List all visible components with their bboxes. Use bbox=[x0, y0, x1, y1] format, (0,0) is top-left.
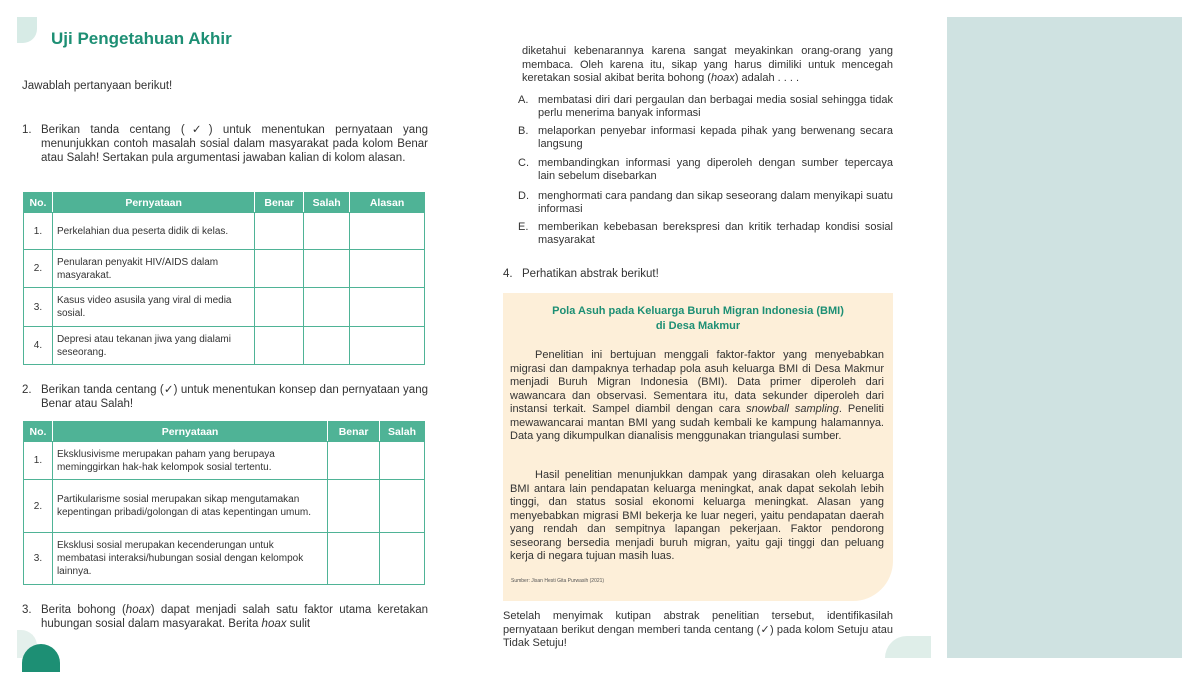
abstract-source: Sumber: Jisan Hesti Gita Purwasih (2021) bbox=[511, 578, 605, 584]
column-header: Alasan bbox=[350, 193, 425, 213]
row-number: 4. bbox=[24, 327, 53, 365]
column-header: No. bbox=[24, 193, 53, 213]
row-number: 3. bbox=[24, 533, 53, 585]
option-b[interactable] bbox=[518, 125, 893, 151]
question-text: Berita bohong (hoax) dapat menjadi salah satu faktor utama keretakan hubungan sosial dalam masyarakat. Berita hoax sulit bbox=[41, 604, 428, 630]
question-number: 4. bbox=[503, 268, 513, 280]
option-label: C. bbox=[518, 157, 529, 169]
table-row bbox=[24, 533, 425, 585]
column-header: Pernyataan bbox=[52, 193, 254, 213]
abstract-title: Pola Asuh pada Keluarga Buruh Migran Indonesia (BMI) di Desa Makmur bbox=[552, 305, 844, 332]
table-row bbox=[24, 480, 425, 533]
option-text: membandingkan informasi yang diperoleh dengan sumber tepercaya lain sebelum disebarkan bbox=[538, 157, 893, 182]
row-number: 1. bbox=[24, 442, 53, 480]
benar-cell[interactable] bbox=[328, 480, 380, 533]
salah-cell[interactable] bbox=[380, 480, 425, 533]
option-e[interactable] bbox=[518, 221, 893, 247]
row-statement: Perkelahian dua peserta didik di kelas. bbox=[52, 213, 254, 250]
option-text: melaporkan penyebar informasi kepada pihak yang berwenang secara langsung bbox=[538, 125, 893, 150]
table-q1 bbox=[23, 192, 425, 365]
side-panel bbox=[947, 17, 1182, 658]
salah-cell[interactable] bbox=[380, 533, 425, 585]
row-statement: Eksklusivisme merupakan paham yang berupaya meminggirkan hak-hak kelompok sosial tertentu. bbox=[52, 442, 327, 480]
option-c[interactable] bbox=[518, 157, 893, 183]
question-text: Berikan tanda centang (✓) untuk menentukan konsep dan pernyataan yang Benar atau Salah! bbox=[41, 384, 428, 410]
row-statement: Partikularisme sosial merupakan sikap mengutamakan kepentingan pribadi/golongan di atas kepentingan umum. bbox=[52, 480, 327, 533]
column-header: Pernyataan bbox=[52, 422, 327, 442]
option-label: D. bbox=[518, 190, 529, 202]
option-d[interactable] bbox=[518, 190, 893, 216]
column-header: Benar bbox=[255, 193, 304, 213]
column-header: Salah bbox=[304, 193, 350, 213]
salah-cell[interactable] bbox=[380, 442, 425, 480]
option-text: memberikan kebebasan berekspresi dan kritik terhadap kondisi sosial masyarakat bbox=[538, 221, 893, 246]
question-text: Perhatikan abstrak berikut! bbox=[522, 268, 659, 280]
alasan-cell[interactable] bbox=[350, 288, 425, 327]
benar-cell[interactable] bbox=[328, 533, 380, 585]
column-header: Benar bbox=[328, 422, 380, 442]
question-4-closing: Setelah menyimak kutipan abstrak penelitian tersebut, identifikasilah pernyataan berikut dengan memberi tanda centang (✓) pada kolom Setuju atau Tidak Setuju! bbox=[503, 610, 893, 649]
option-label: A. bbox=[518, 94, 529, 106]
row-statement: Kasus video asusila yang viral di media sosial. bbox=[52, 288, 254, 327]
benar-cell[interactable] bbox=[328, 442, 380, 480]
row-statement: Eksklusi sosial merupakan kecenderungan untuk membatasi interaksi/hubungan sosial dengan kelompok lainnya. bbox=[52, 533, 327, 585]
benar-cell[interactable] bbox=[255, 327, 304, 365]
option-a[interactable] bbox=[518, 94, 893, 120]
table-q2 bbox=[23, 421, 425, 585]
question-3 bbox=[22, 603, 428, 631]
question-number: 3. bbox=[22, 604, 32, 616]
question-text: Berikan tanda centang (✓) untuk menentukan pernyataan yang menunjukkan contoh masalah sosial dalam masyarakat pada kolom Benar atau Salah! Sertakan pula argumentasi jawaban kalian di kolom alasan. bbox=[41, 124, 428, 164]
salah-cell[interactable] bbox=[304, 213, 350, 250]
column-header: Salah bbox=[380, 422, 425, 442]
salah-cell[interactable] bbox=[304, 288, 350, 327]
abstract-paragraph-1: Penelitian ini bertujuan menggali faktor-faktor yang menyebabkan migrasi dan dampaknya terhadap pola asuh keluarga BMI di Desa Makmur menjadi Buruh Migran Indonesia (BMI). Data primer diperoleh dari wawancara dan observasi. Sementara itu, data sekunder diperoleh dari instansi terkait. Sampel diambil dengan cara snowball sampling. Peneliti mewawancarai mantan BMI yang sudah kembali ke kampung halamannya. Data yang dikumpulkan dianalisis menggunakan triangulasi sumber. bbox=[510, 349, 884, 442]
instruction-text: Jawablah pertanyaan berikut! bbox=[22, 80, 173, 92]
page-bottom-margin bbox=[0, 658, 1200, 675]
table-row bbox=[24, 288, 425, 327]
row-number: 2. bbox=[24, 250, 53, 288]
column-header: No. bbox=[24, 422, 53, 442]
salah-cell[interactable] bbox=[304, 327, 350, 365]
row-statement: Penularan penyakit HIV/AIDS dalam masyarakat. bbox=[52, 250, 254, 288]
question-2 bbox=[22, 383, 428, 411]
table-row bbox=[24, 213, 425, 250]
abstract-paragraph-2: Hasil penelitian menunjukkan dampak yang dirasakan oleh keluarga BMI antara lain pendapatan keluarga meningkat, anak dapat sekolah lebih tinggi, dan status sosial ekonomi keluarga meningkat. Alasan yang menyebabkan migrasi BMI bekerja ke luar negeri, yaitu pendapatan daerah yang rendah dan sempitnya lapangan pekerjaan. Faktor pendorong seseorang bersedia menjadi buruh migran, yaitu gaji tinggi dan peluang kerja di negara tujuan masih luas. bbox=[510, 469, 884, 562]
question-1 bbox=[22, 123, 428, 165]
benar-cell[interactable] bbox=[255, 250, 304, 288]
salah-cell[interactable] bbox=[304, 250, 350, 288]
alasan-cell[interactable] bbox=[350, 213, 425, 250]
table-row bbox=[24, 250, 425, 288]
option-label: B. bbox=[518, 125, 529, 137]
question-number: 1. bbox=[22, 124, 32, 136]
option-label: E. bbox=[518, 221, 529, 233]
alasan-cell[interactable] bbox=[350, 250, 425, 288]
question-number: 2. bbox=[22, 384, 32, 396]
row-statement: Depresi atau tekanan jiwa yang dialami seseorang. bbox=[52, 327, 254, 365]
question-4 bbox=[503, 267, 893, 281]
table-row bbox=[24, 442, 425, 480]
row-number: 1. bbox=[24, 213, 53, 250]
question-3-continued: diketahui kebenarannya karena sangat meyakinkan orang-orang yang membaca. Oleh karena itu, sikap yang harus dimiliki untuk mencegah keretakan sosial akibat berita bohong (hoax) adalah . . . . bbox=[522, 45, 893, 84]
option-text: menghormati cara pandang dan sikap seseorang dalam menyikapi suatu informasi bbox=[538, 190, 893, 215]
abstract-box bbox=[503, 293, 893, 601]
benar-cell[interactable] bbox=[255, 213, 304, 250]
page-number-badge bbox=[22, 644, 60, 672]
table-row bbox=[24, 327, 425, 365]
alasan-cell[interactable] bbox=[350, 327, 425, 365]
option-text: membatasi diri dari pergaulan dan berbagai media sosial sehingga tidak perlu menerima banyak informasi bbox=[538, 94, 893, 119]
row-number: 3. bbox=[24, 288, 53, 327]
row-number: 2. bbox=[24, 480, 53, 533]
corner-decoration bbox=[17, 17, 37, 43]
page-title: Uji Pengetahuan Akhir bbox=[51, 29, 232, 48]
benar-cell[interactable] bbox=[255, 288, 304, 327]
